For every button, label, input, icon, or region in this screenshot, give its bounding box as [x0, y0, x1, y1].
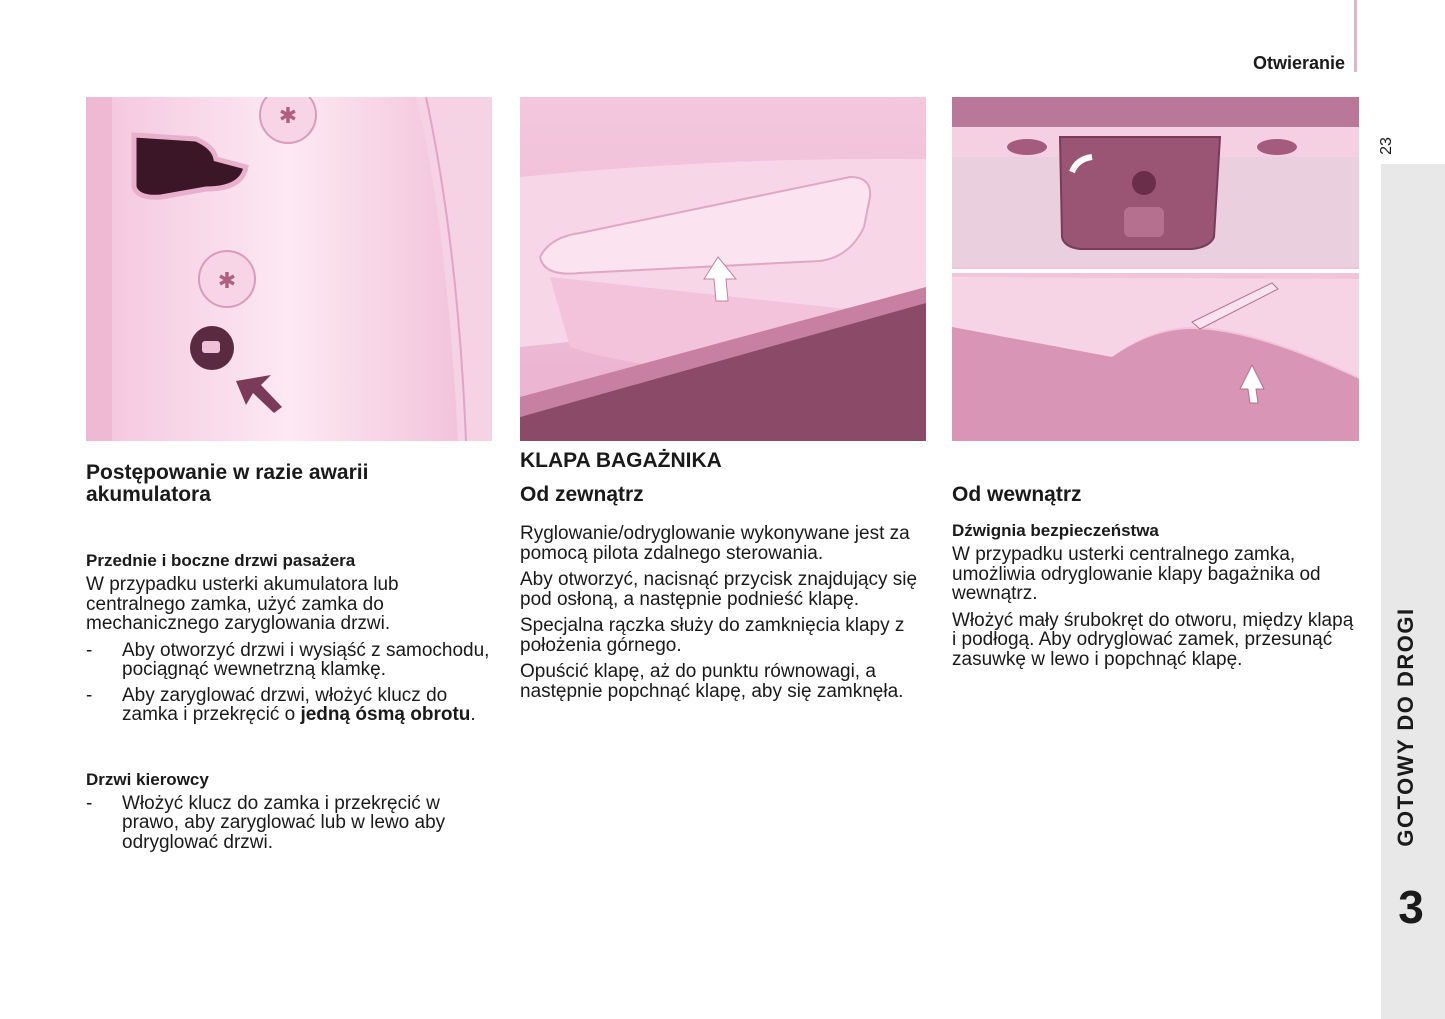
list-item-text: Włożyć klucz do zamka i przekręcić w prawo, aby zaryglować lub w lewo aby odryglować drzwi.: [122, 792, 446, 853]
subheading-passenger-doors: Przednie i boczne drzwi pasażera: [86, 551, 356, 570]
subheading-driver-door: Drzwi kierowcy: [86, 769, 209, 789]
svg-text:✱: ✱: [278, 104, 298, 129]
subheading-safety-lever: Dźwignia bezpieczeństwa: [952, 521, 1159, 540]
page-number: 23: [1378, 137, 1395, 155]
list-item-text-end: .: [470, 704, 476, 725]
paragraph-battery-failure: W przypadku usterki akumulatora lub centralnego zamka, użyć zamka do mechanicznego zaryglowania drzwi.: [86, 574, 399, 634]
list-item: [86, 641, 494, 680]
section-heading-tailgate: KLAPA BAGAŻNIKA: [520, 449, 722, 472]
right-column: [952, 484, 1360, 676]
tailgate-handle-illustration: [520, 97, 926, 441]
subheading-inside: Od wewnątrz: [952, 483, 1082, 506]
svg-text:✱: ✱: [217, 269, 237, 294]
door-lock-illustration: [86, 97, 492, 441]
list-dash: -: [86, 792, 93, 814]
paragraph-open-tailgate: Aby otworzyć, nacisnąć przycisk znajdujący się pod osłoną, a następnie podnieść klapę.: [520, 569, 918, 610]
list-item: [86, 794, 494, 853]
header-rule: [1354, 0, 1357, 72]
middle-column: [520, 450, 928, 708]
chapter-number: 3: [1398, 881, 1424, 933]
list-dash: -: [86, 684, 93, 706]
paragraph-remote-locking: Ryglowanie/odryglowanie wykonywane jest za pomocą pilota zdalnego sterowania.: [520, 523, 910, 564]
list-item-text: Aby zaryglować drzwi, włożyć klucz do zamka i przekręcić o: [122, 684, 448, 725]
list-item: [86, 686, 494, 725]
interior-release-illustration: [952, 97, 1359, 441]
paragraph-close-tailgate: Opuścić klapę, aż do punktu równowagi, a następnie popchnąć klapę, aby się zamknęła.: [520, 661, 904, 702]
list-item-emphasis: jedną ósmą obrotu: [300, 704, 471, 725]
paragraph-inside-release: W przypadku usterki centralnego zamka, umożliwia odryglowanie klapy bagażnika od wewnątrz.: [952, 544, 1321, 604]
list-item-text: Aby otworzyć drzwi i wysiąść z samochodu, pociągnąć wewnetrzną klamkę.: [122, 639, 490, 680]
list-dash: -: [86, 639, 93, 661]
subheading-outside: Od zewnątrz: [520, 483, 644, 506]
chapter-title: GOTOWY DO DROGI: [1393, 607, 1418, 847]
paragraph-screwdriver: Włożyć mały śrubokręt do otworu, między klapą i podłogą. Aby odryglować zamek, przesunąć zasuwkę w lewo i popchnąć klapę.: [952, 609, 1354, 670]
section-title: Otwieranie: [1252, 53, 1345, 73]
section-heading-battery: Postępowanie w razie awarii akumulatora: [86, 461, 369, 506]
paragraph-closing-handle: Specjalna rączka służy do zamknięcia klapy z położenia górnego.: [520, 615, 905, 656]
left-column: [86, 462, 494, 858]
